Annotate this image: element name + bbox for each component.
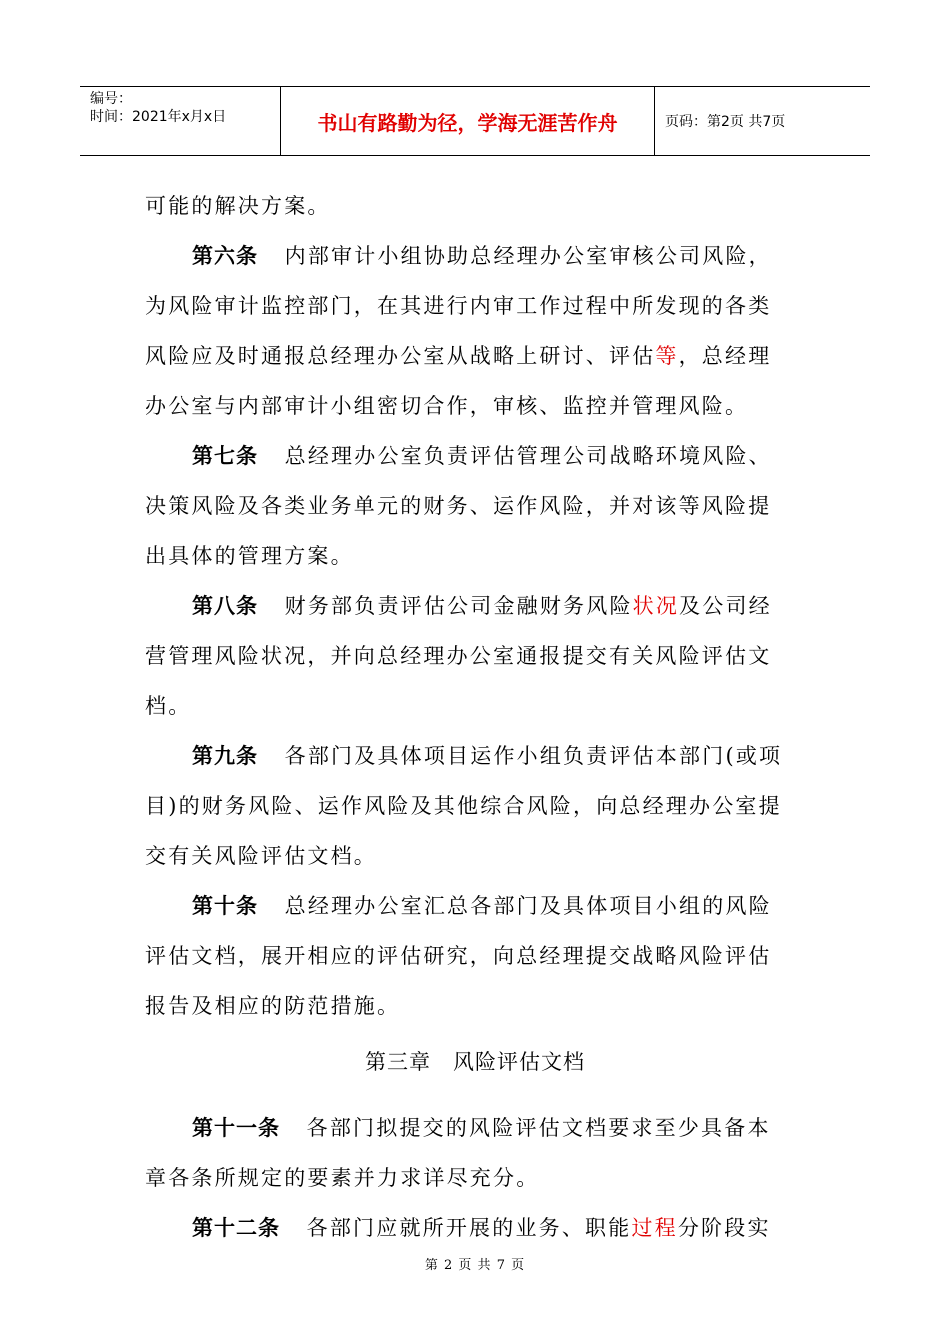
number-label: 编号： bbox=[90, 91, 132, 107]
text: 及公司经 bbox=[679, 594, 772, 618]
text: 内部审计小组协助总经理办公室审核公司风险， bbox=[284, 244, 772, 268]
text-line: 决策风险及各类业务单元的财务、运作风险，并对该等风险提 bbox=[145, 494, 772, 518]
highlight-text: 等 bbox=[655, 344, 679, 368]
time-label: 时间：2021年x月x日 bbox=[90, 109, 227, 125]
text-line: 章各条所规定的要素并力求详尽充分。 bbox=[145, 1166, 540, 1190]
article-11-line bbox=[192, 1112, 771, 1142]
text: 各部门拟提交的风险评估文档要求至少具备本 bbox=[306, 1116, 771, 1140]
highlight-text: 状况 bbox=[632, 594, 680, 618]
text-line: 评估文档，展开相应的评估研究，向总经理提交战略风险评估 bbox=[145, 944, 772, 968]
text: ，总经理 bbox=[678, 344, 772, 368]
text-line: 为风险审计监控部门，在其进行内审工作过程中所发现的各类 bbox=[145, 294, 772, 318]
header-meta bbox=[80, 87, 280, 155]
text-line bbox=[145, 340, 771, 370]
text: 各部门及具体项目运作小组负责评估本部门(或项 bbox=[284, 744, 783, 768]
article-9-line bbox=[192, 740, 782, 770]
text: 风险应及时通报总经理办公室从战略上研讨、评估 bbox=[145, 344, 656, 368]
article-title: 第十一条 bbox=[192, 1116, 280, 1140]
text: 总经理办公室负责评估管理公司战略环境风险、 bbox=[284, 444, 772, 468]
article-title: 第十条 bbox=[192, 894, 258, 918]
article-7-line bbox=[192, 440, 772, 470]
text-line: 报告及相应的防范措施。 bbox=[145, 994, 401, 1018]
article-title: 第九条 bbox=[192, 744, 258, 768]
article-title: 第十二条 bbox=[192, 1216, 280, 1240]
text: 总经理办公室汇总各部门及具体项目小组的风险 bbox=[284, 894, 772, 918]
article-10-line bbox=[192, 890, 772, 920]
chapter-heading: 第三章 风险评估文档 bbox=[365, 1050, 585, 1074]
article-title: 第七条 bbox=[192, 444, 258, 468]
article-12-line bbox=[192, 1212, 771, 1242]
article-title: 第八条 bbox=[192, 594, 258, 618]
text: 财务部负责评估公司金融财务风险 bbox=[284, 594, 633, 618]
text-line: 办公室与内部审计小组密切合作，审核、监控并管理风险。 bbox=[145, 394, 749, 418]
text-line: 交有关风险评估文档。 bbox=[145, 844, 377, 868]
article-8-line bbox=[192, 590, 772, 620]
header-motto: 书山有路勤为径，学海无涯苦作舟 bbox=[317, 110, 618, 135]
text-line: 目)的财务风险、运作风险及其他综合风险，向总经理办公室提 bbox=[145, 794, 782, 818]
text: 各部门应就所开展的业务、职能 bbox=[306, 1216, 632, 1240]
text: 分阶段实 bbox=[677, 1216, 771, 1240]
page-footer: 第 2 页 共 7 页 bbox=[424, 1258, 526, 1273]
article-6-line bbox=[192, 240, 772, 270]
header-table bbox=[80, 86, 870, 156]
text-line: 可能的解决方案。 bbox=[145, 194, 331, 218]
text-line: 出具体的管理方案。 bbox=[145, 544, 354, 568]
highlight-text: 过程 bbox=[631, 1216, 678, 1240]
page-info: 页码：第2页 共7页 bbox=[665, 114, 786, 130]
article-title: 第六条 bbox=[192, 244, 258, 268]
text-line: 档。 bbox=[145, 694, 192, 718]
text-line: 营管理风险状况，并向总经理办公室通报提交有关风险评估文 bbox=[145, 644, 772, 668]
